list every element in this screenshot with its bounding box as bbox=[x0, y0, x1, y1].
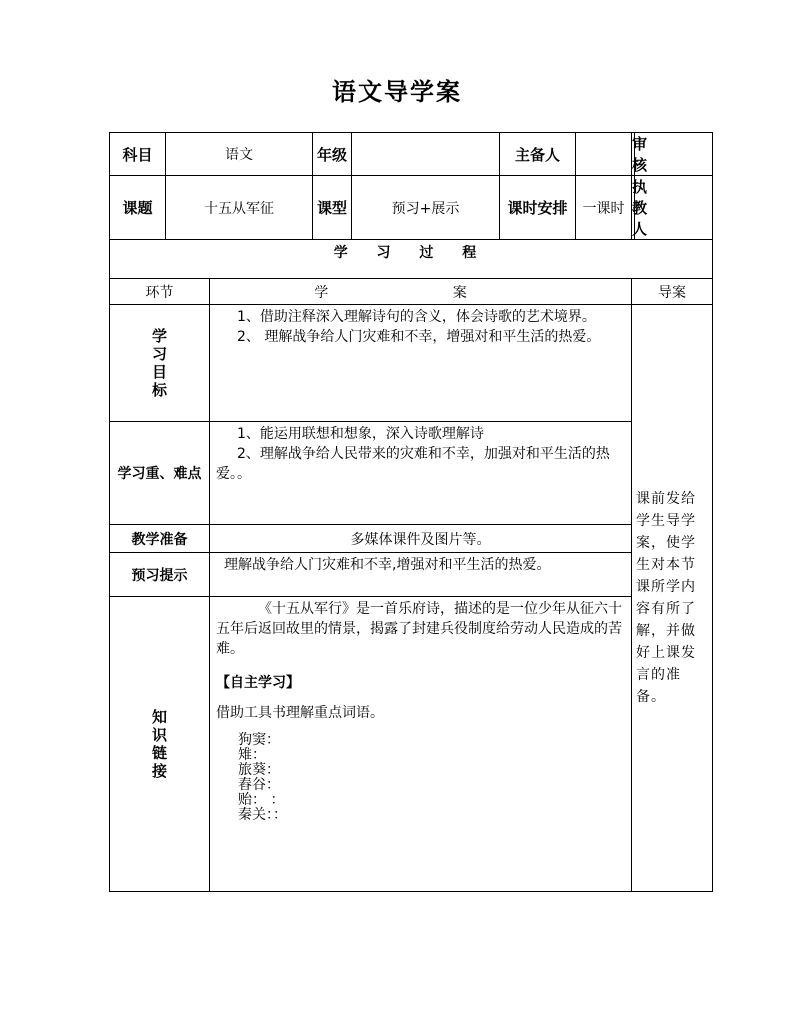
guide-column-header: 导案 bbox=[632, 279, 713, 305]
goal-line-1: 1、借助注释深入理解诗句的含义，体会诗歌的艺术境界。 bbox=[237, 309, 596, 325]
vocab-list bbox=[238, 733, 625, 823]
type-value: 预习+展示 bbox=[352, 176, 500, 240]
lesson-plan-table bbox=[109, 132, 713, 892]
keys-label: 学习重、难点 bbox=[110, 422, 210, 525]
header-row-2 bbox=[110, 176, 713, 240]
lead-label: 主备人 bbox=[500, 133, 576, 176]
hint-label: 预习提示 bbox=[110, 553, 210, 597]
vocab-instruction: 借助工具书理解重点词语。 bbox=[216, 705, 384, 721]
hint-text: 理解战争给人门灾难和不幸,增强对和平生活的热爱。 bbox=[224, 557, 551, 573]
vocab-item: 舂谷： bbox=[238, 777, 280, 793]
subject-label: 科目 bbox=[110, 133, 166, 176]
study-column-header: 学 案 bbox=[210, 279, 632, 305]
guide-text: 课前发给学生导学案，使学生对本节课所学内容有所了解，并做好上课发言的准备。 bbox=[636, 491, 697, 705]
review-label: 审核 bbox=[632, 133, 635, 176]
hours-value: 一课时 bbox=[576, 176, 632, 240]
goals-label: 学 习 目 标 bbox=[110, 305, 210, 422]
self-study-heading: 【自主学习】 bbox=[216, 675, 300, 691]
document-title: 语文导学案 bbox=[332, 78, 462, 106]
goals-content bbox=[210, 305, 632, 422]
process-title: 学 习 过 程 bbox=[110, 240, 713, 279]
knowledge-content bbox=[210, 597, 632, 892]
topic-value: 十五从军征 bbox=[166, 176, 313, 240]
vocab-item: 狗窦： bbox=[238, 732, 280, 748]
header-row-1 bbox=[110, 133, 713, 176]
prep-label: 教学准备 bbox=[110, 525, 210, 553]
type-label: 课型 bbox=[313, 176, 352, 240]
prep-row bbox=[110, 525, 713, 553]
process-title-row bbox=[110, 240, 713, 279]
goal-line-2: 2、 理解战争给人门灾难和不幸，增强对和平生活的热爱。 bbox=[237, 329, 601, 345]
stage-column-header: 环节 bbox=[110, 279, 210, 305]
knowledge-intro: 《十五从军行》是一首乐府诗，描述的是一位少年从征六十五年后返回故里的情景，揭露了封建兵役制度给劳动人民造成的苦难。 bbox=[216, 601, 622, 657]
vocab-item: 旅葵： bbox=[238, 762, 280, 778]
guide-content bbox=[632, 305, 713, 892]
hint-row bbox=[110, 553, 713, 597]
subject-value: 语文 bbox=[166, 133, 313, 176]
keys-content bbox=[210, 422, 632, 525]
hours-label: 课时安排 bbox=[500, 176, 576, 240]
goals-row bbox=[110, 305, 713, 422]
topic-label: 课题 bbox=[110, 176, 166, 240]
grade-label: 年级 bbox=[313, 133, 352, 176]
key-line-1: 1、能运用联想和想象，深入诗歌理解诗 bbox=[237, 426, 484, 442]
grade-value bbox=[352, 133, 500, 176]
teacher-label: 执教人 bbox=[632, 176, 635, 240]
vocab-item: 秦关：： bbox=[238, 807, 287, 823]
vocab-item: 贻： ： bbox=[238, 792, 285, 808]
keys-row bbox=[110, 422, 713, 525]
knowledge-row bbox=[110, 597, 713, 892]
key-line-2: 2、理解战争给人民带来的灾难和不幸，加强对和平生活的热爱。。 bbox=[216, 446, 610, 482]
prep-text: 多媒体课件及图片等。 bbox=[210, 525, 632, 553]
knowledge-label: 知 识 链 接 bbox=[110, 597, 210, 892]
vocab-item: 雉： bbox=[238, 747, 266, 763]
hint-content bbox=[210, 553, 632, 597]
lead-value bbox=[576, 133, 632, 176]
column-header-row bbox=[110, 279, 713, 305]
